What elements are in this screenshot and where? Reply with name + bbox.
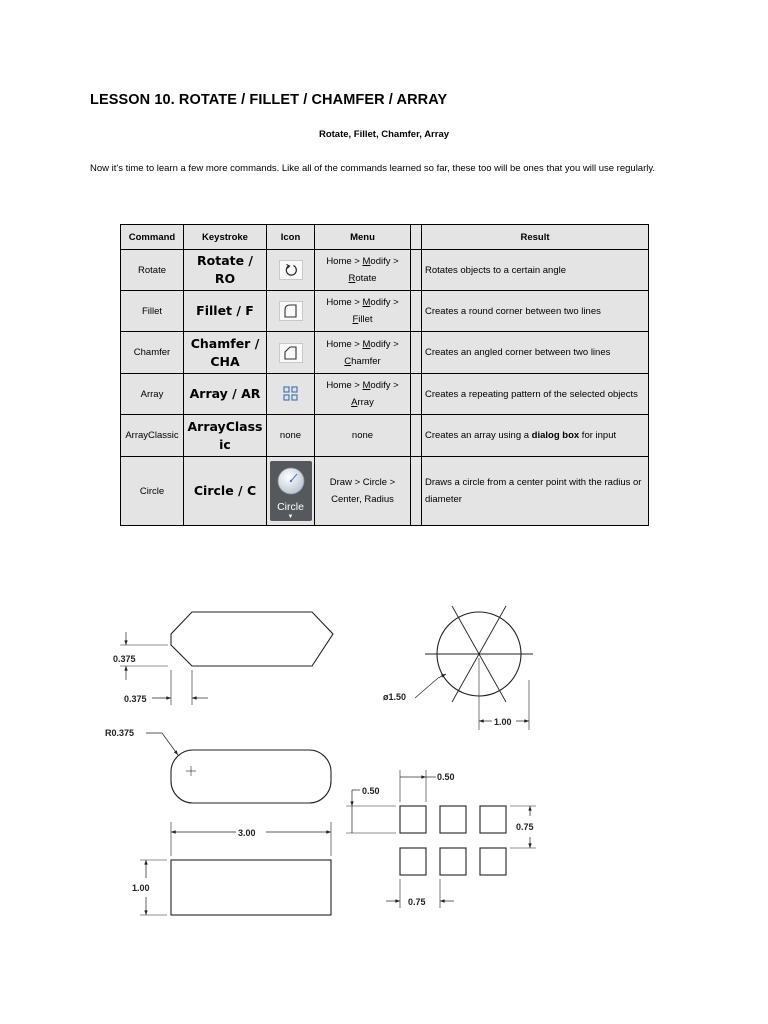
spacer-cell xyxy=(411,374,422,415)
icon-cell xyxy=(267,250,315,291)
lesson-title: LESSON 10. ROTATE / FILLET / CHAMFER / ARRAY xyxy=(90,92,448,108)
menu-cell: Home > Modify > Array xyxy=(315,374,411,415)
result-cell: Rotates objects to a certain angle xyxy=(422,250,649,291)
menu-cell: Home > Modify > Fillet xyxy=(315,291,411,332)
dim-array-spacing-v: 0.75 xyxy=(516,822,534,832)
keystroke-cell: Fillet / F xyxy=(184,291,267,332)
circle-icon xyxy=(270,461,312,521)
rotate-icon xyxy=(279,260,303,280)
chamfer-icon xyxy=(279,343,303,363)
intro-paragraph: Now it's time to learn a few more commands. Like all of the commands learned so far, these too will be ones that you will use regularly. xyxy=(90,163,656,174)
result-cell: Creates an angled corner between two lines xyxy=(422,332,649,374)
circle-icon-label: Circle xyxy=(277,501,304,513)
header-command: Command xyxy=(121,225,184,250)
icon-cell xyxy=(267,374,315,415)
dim-chamfer-vertical: 0.375 xyxy=(113,654,136,664)
spacer-cell xyxy=(411,457,422,526)
rectangle-shape xyxy=(171,860,331,915)
result-cell: Draws a circle from a center point with the radius or diameter xyxy=(422,457,649,526)
keystroke-cell: Chamfer / CHA xyxy=(184,332,267,374)
keystroke-cell: Circle / C xyxy=(184,457,267,526)
menu-cell: Home > Modify > Rotate xyxy=(315,250,411,291)
dim-chamfer-horizontal: 0.375 xyxy=(124,694,147,704)
dim-circle-diameter: ø1.50 xyxy=(383,692,407,702)
menu-cell: Home > Modify > Chamfer xyxy=(315,332,411,374)
fillet-icon xyxy=(279,301,303,321)
dim-array-size-h: 0.50 xyxy=(437,772,455,782)
command-cell: ArrayClassic xyxy=(121,415,184,457)
command-cell: Rotate xyxy=(121,250,184,291)
dim-fillet-radius: R0.375 xyxy=(105,728,135,738)
command-cell: Circle xyxy=(121,457,184,526)
spacer-cell xyxy=(411,415,422,457)
icon-cell xyxy=(267,291,315,332)
icon-cell xyxy=(267,457,315,526)
dim-array-spacing-h: 0.75 xyxy=(408,897,426,907)
lesson-subtitle: Rotate, Fillet, Chamfer, Array xyxy=(318,129,450,140)
spacer-cell xyxy=(411,291,422,332)
chevron-down-icon: ▼ xyxy=(287,514,294,520)
exercise-drawing xyxy=(0,590,768,930)
spacer-cell xyxy=(411,250,422,291)
table-row xyxy=(121,291,649,332)
header-result: Result xyxy=(422,225,649,250)
keystroke-cell: Array / AR xyxy=(184,374,267,415)
icon-cell xyxy=(267,332,315,374)
chamfer-shape xyxy=(171,612,333,666)
dim-array-size-v: 0.50 xyxy=(362,786,380,796)
icon-cell: none xyxy=(267,415,315,457)
dim-circle-offset: 1.00 xyxy=(494,717,512,727)
table-row xyxy=(121,250,649,291)
keystroke-cell: Rotate / RO xyxy=(184,250,267,291)
header-menu: Menu xyxy=(315,225,411,250)
table-row xyxy=(121,374,649,415)
array-icon xyxy=(279,384,303,404)
menu-cell: none xyxy=(315,415,411,457)
keystroke-cell: ArrayClassic xyxy=(184,415,267,457)
array-squares xyxy=(400,806,506,875)
header-spacer xyxy=(411,225,422,250)
result-cell: Creates a round corner between two lines xyxy=(422,291,649,332)
command-cell: Fillet xyxy=(121,291,184,332)
header-keystroke: Keystroke xyxy=(184,225,267,250)
dim-rect-height: 1.00 xyxy=(132,883,150,893)
result-cell: Creates an array using a dialog box for input xyxy=(422,415,649,457)
table-row xyxy=(121,457,649,526)
slot-shape xyxy=(171,750,331,803)
result-cell: Creates a repeating pattern of the selected objects xyxy=(422,374,649,415)
table-header-row xyxy=(121,225,649,250)
header-icon: Icon xyxy=(267,225,315,250)
menu-cell: Draw > Circle > Center, Radius xyxy=(315,457,411,526)
dim-rect-width: 3.00 xyxy=(238,828,256,838)
table-row xyxy=(121,332,649,374)
command-cell: Array xyxy=(121,374,184,415)
commands-table xyxy=(120,224,649,526)
spacer-cell xyxy=(411,332,422,374)
table-row xyxy=(121,415,649,457)
command-cell: Chamfer xyxy=(121,332,184,374)
